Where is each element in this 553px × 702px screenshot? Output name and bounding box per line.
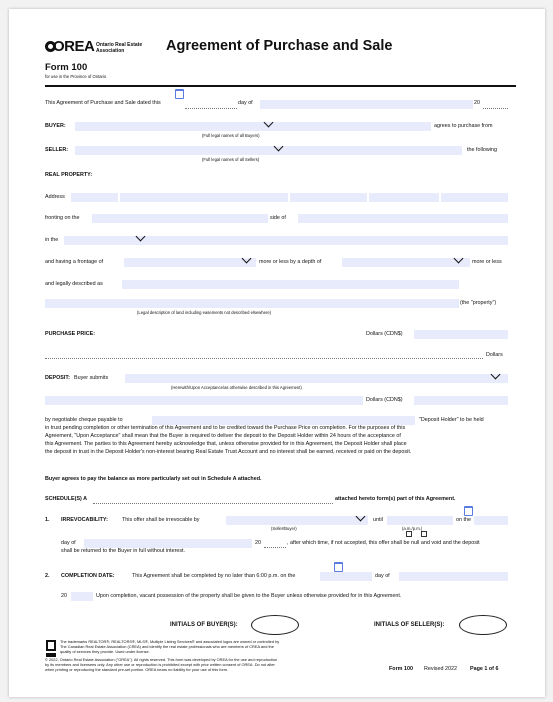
footer-line-6: when printing or reproducing the standard pre-set portion. OREA bears no liability for your use of this form. xyxy=(45,667,229,672)
address-field-3[interactable] xyxy=(290,193,367,202)
intro-day-of: day of xyxy=(238,100,253,106)
schedule-suffix: attached hereto form(s) part of this Agreement. xyxy=(335,496,456,502)
buyer-caption: (Full legal names of all Buyers) xyxy=(202,133,260,138)
address-field-2[interactable] xyxy=(120,193,288,202)
deposit-holder-label: "Deposit Holder" to be held xyxy=(419,417,484,423)
irrev-day-of: day of xyxy=(61,540,76,546)
irrev-ampm: (a.m./p.m.) xyxy=(402,526,423,531)
irrev-until: until xyxy=(373,517,383,523)
municipality-field[interactable] xyxy=(64,236,508,245)
irrevocable-time-field[interactable] xyxy=(387,516,453,525)
completion-year-field[interactable] xyxy=(71,592,93,601)
seller-label: SELLER: xyxy=(45,147,69,153)
intro-year: 20 xyxy=(474,100,480,106)
irrev-after: , after which time, if not accepted, this offer shall be null and void and the deposit xyxy=(287,540,480,546)
schedule-field[interactable] xyxy=(93,495,333,504)
fronting-label: fronting on the xyxy=(45,215,80,221)
logo-word: OREA xyxy=(53,38,95,55)
agreement-year-field[interactable] xyxy=(483,100,508,109)
deposit-caption: (Herewith/Upon Acceptance/as otherwise described in this Agreement) xyxy=(171,385,302,390)
seller-initials-label: INITIALS OF SELLER(S): xyxy=(374,622,445,628)
buyer-label: BUYER: xyxy=(45,123,66,129)
legal-field-1[interactable] xyxy=(122,280,459,289)
pm-checkbox[interactable] xyxy=(421,531,427,537)
address-label: Address xyxy=(45,194,65,200)
address-field-1[interactable] xyxy=(71,193,118,202)
irrevocable-year-field[interactable] xyxy=(264,539,286,548)
completion-month-field[interactable] xyxy=(399,572,508,581)
am-checkbox[interactable] xyxy=(406,531,412,537)
seller-names-field[interactable] xyxy=(75,146,462,155)
logo-sub1: Ontario Real Estate xyxy=(96,42,143,48)
real-property-label: REAL PROPERTY: xyxy=(45,172,93,178)
logo-sub2: Association xyxy=(96,48,125,54)
deposit-words-field[interactable] xyxy=(45,396,363,405)
side-of-label: side of xyxy=(270,215,286,221)
frontage-label: and having a frontage of xyxy=(45,259,104,265)
irrevocable-by-field[interactable] xyxy=(226,516,368,525)
page-title: Agreement of Purchase and Sale xyxy=(166,38,393,54)
form-number: Form 100 xyxy=(45,62,88,73)
purchase-words-field[interactable] xyxy=(45,350,483,359)
schedule-label: SCHEDULE(S) A xyxy=(45,496,88,502)
completion-day-of: day of xyxy=(375,573,390,579)
completion-calendar-icon[interactable] xyxy=(334,562,343,572)
irrev-caption: (Seller/Buyer) xyxy=(271,526,297,531)
in-the-label: in the xyxy=(45,237,59,243)
buyer-suffix: agrees to purchase from xyxy=(434,123,493,129)
irrev-number: 1. xyxy=(45,517,50,523)
header-rule xyxy=(45,85,516,87)
irrev-on-the: on the xyxy=(456,517,471,523)
deposit-dollars-cdn: Dollars (CDN$) xyxy=(366,397,403,403)
seller-initials-field[interactable] xyxy=(459,615,507,635)
cheque-label: by negotiable cheque payable to xyxy=(45,417,123,423)
property-label: (the "property") xyxy=(460,300,497,306)
address-field-4[interactable] xyxy=(369,193,439,202)
footer-line-4: © 2022, Ontario Real Estate Association ("OREA"). All rights reserved. This form was developed by OREA for the use and reproduction xyxy=(45,657,278,662)
deposit-holder-field[interactable] xyxy=(152,416,415,425)
footer-line-3: quality of services they provide. Used under license. xyxy=(60,649,150,654)
balance-text: Buyer agrees to pay the balance as more particularly set out in Schedule A attached. xyxy=(45,476,262,482)
legal-field-2[interactable] xyxy=(45,299,459,308)
form-subtitle: for use in the Province of Ontario xyxy=(45,74,107,79)
purchase-dollars: Dollars xyxy=(486,352,503,358)
completion-after: Upon completion, vacant possession of the property shall be given to the Buyer unless otherwise provided for in this Agreement. xyxy=(96,593,402,599)
irrev-line2: shall be returned to the Buyer in full without interest. xyxy=(61,548,186,554)
deposit-submits: Buyer submits xyxy=(74,375,109,381)
buyer-names-field[interactable] xyxy=(75,122,431,131)
irrev-year: 20 xyxy=(255,540,261,546)
irrevocable-calendar-icon[interactable] xyxy=(464,506,473,516)
agreement-day-field[interactable] xyxy=(185,100,237,109)
deposit-para-2: Agreement, "Upon Acceptance" shall mean that the Buyer is required to deliver the deposit to the Deposit Holder within 24 hours of the acceptance of xyxy=(45,433,401,439)
purchase-price-field[interactable] xyxy=(414,330,508,339)
deposit-label: DEPOSIT: xyxy=(45,375,70,381)
seller-suffix: the following xyxy=(467,147,497,153)
depth-label: more or less by a depth of xyxy=(259,259,322,265)
completion-text: This Agreement shall be completed by no later than 6:00 p.m. on the xyxy=(132,573,296,579)
deposit-para-3: this Agreement. The parties to this Agreement hereby acknowledge that, unless otherwise provided for in this Agreement, the Deposit Holder shall place xyxy=(45,441,407,447)
legal-caption: (Legal description of land including easements not described elsewhere) xyxy=(137,310,272,315)
side-of-field[interactable] xyxy=(298,214,508,223)
agreement-month-field[interactable] xyxy=(260,100,473,109)
seller-caption: (Full legal names of all Sellers) xyxy=(202,157,260,162)
irrevocable-date-field[interactable] xyxy=(474,516,508,525)
deposit-amount-field[interactable] xyxy=(414,396,508,405)
deposit-para-1: in trust pending completion or other termination of this Agreement and to be credited toward the Purchase Price on completion. For the purposes of this xyxy=(45,425,406,431)
irrevocable-month-field[interactable] xyxy=(84,539,252,548)
footer-line-1: The trademarks REALTOR®, REALTORS®, MLS®, Multiple Listing Services® and associated logos are owned or controlled by xyxy=(60,639,280,644)
deposit-timing-field[interactable] xyxy=(125,374,508,383)
footer-form: Form 100 xyxy=(389,666,413,672)
completion-number: 2. xyxy=(45,573,50,579)
legal-label: and legally described as xyxy=(45,281,103,287)
footer-page: Page 1 of 6 xyxy=(470,666,499,672)
buyer-initials-label: INITIALS OF BUYER(S): xyxy=(170,622,238,628)
buyer-initials-field[interactable] xyxy=(251,615,299,635)
more-or-less-label: more or less xyxy=(472,259,502,265)
intro-text: This Agreement of Purchase and Sale dated this xyxy=(45,100,161,106)
completion-date-field[interactable] xyxy=(320,572,372,581)
frontage-field[interactable] xyxy=(124,258,256,267)
realtor-logo-icon xyxy=(46,640,56,651)
purchase-dollars-cdn: Dollars (CDN$) xyxy=(366,331,403,337)
address-field-5[interactable] xyxy=(441,193,508,202)
fronting-field[interactable] xyxy=(92,214,268,223)
completion-year: 20 xyxy=(61,593,67,599)
calendar-icon[interactable] xyxy=(175,89,184,99)
depth-field[interactable] xyxy=(342,258,470,267)
irrev-text: This offer shall be irrevocable by xyxy=(122,517,200,523)
irrev-label: IRREVOCABILITY: xyxy=(61,517,108,523)
footer-revised: Revised 2022 xyxy=(424,666,457,672)
footer-line-2: The Canadian Real Estate Association (CREA) and identify the real estate professionals who are members of CREA and the xyxy=(60,644,274,649)
purchase-price-label: PURCHASE PRICE: xyxy=(45,331,96,337)
footer-line-5: by its members and licensees only. Any other use or reproduction is prohibited except with prior written consent of OREA. Do not alter xyxy=(45,662,275,667)
completion-label: COMPLETION DATE: xyxy=(61,573,115,579)
form-page xyxy=(9,9,545,697)
deposit-para-4: the deposit in trust in the Deposit Holder's non-interest bearing Real Estate Trust Account and no interest shall be earned, received or paid on the deposit. xyxy=(45,449,412,455)
